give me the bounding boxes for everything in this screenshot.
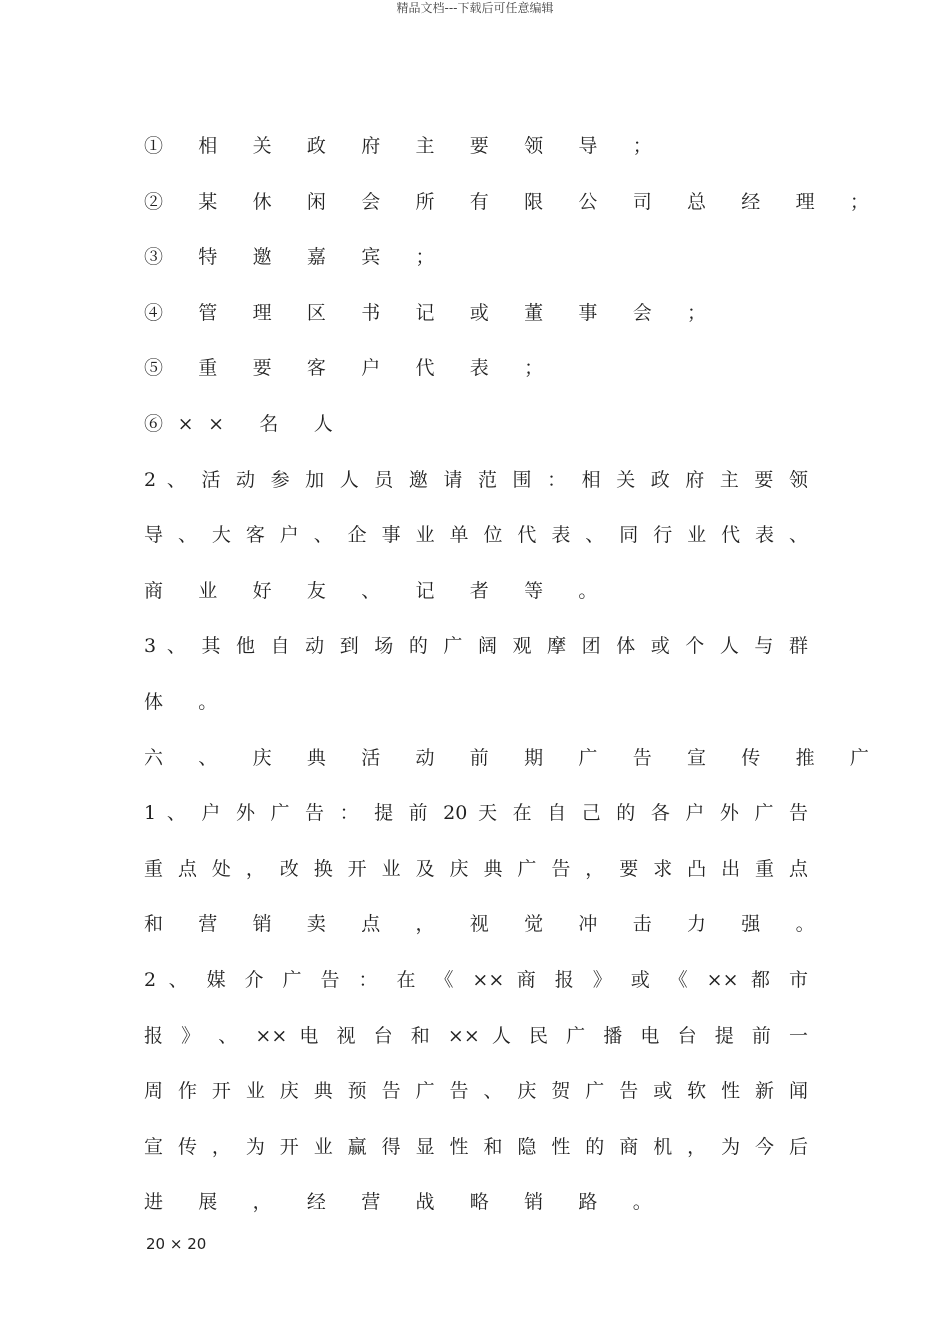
list-item-2: ② 某 休 闲 会 所 有 限 公 司 总 经 理 ； [144,190,884,213]
paragraph-line: 商 业 好 友 、 记 者 等 。 [144,579,613,602]
paragraph-line: 3 、 其 他 自 动 到 场 的 广 阔 观 摩 团 体 或 个 人 与 群 [144,635,808,658]
list-item-1: ① 相 关 政 府 主 要 领 导 ； [144,135,667,157]
paragraph-line: 报 》 、 ×× 电 视 台 和 ×× 人 民 广 播 电 台 提 前 一 [144,1024,808,1047]
paragraph-line: 体 。 [144,690,232,713]
paragraph-line: 2 、 活 动 参 加 人 员 邀 请 范 围 ： 相 关 政 府 主 要 领 [144,468,808,491]
list-item-3: ③ 特 邀 嘉 宾 ； [144,246,450,269]
list-item-5: ⑤ 重 要 客 户 代 表 ； [144,357,558,380]
page-header: 精品文档---下载后可任意编辑 [396,1,554,15]
paragraph-line: 1 、 户 外 广 告 ： 提 前 20 天 在 自 己 的 各 户 外 广 告 [144,802,808,825]
paragraph-line: 重 点 处 ， 改 换 开 业 及 庆 典 广 告 ， 要 求 凸 出 重 点 [144,857,808,880]
paragraph-line: 导 、 大 客 户 、 企 事 业 单 位 代 表 、 同 行 业 代 表 、 [144,524,808,547]
list-item-6: ⑥×× 名 人 [144,412,348,435]
paragraph-line: 宣 传 ， 为 开 业 赢 得 显 性 和 隐 性 的 商 机 ， 为 今 后 [144,1135,808,1158]
paragraph-line: 周 作 开 业 庆 典 预 告 广 告 、 庆 贺 广 告 或 软 性 新 闻 [144,1080,808,1103]
paragraph-line: 和 营 销 卖 点 ， 视 觉 冲 击 力 强 。 [144,913,830,936]
paragraph-line: 2 、 媒 介 广 告 ： 在 《 ×× 商 报 》 或 《 ×× 都 市 [144,968,808,991]
list-item-4: ④ 管 理 区 书 记 或 董 事 会 ； [144,301,721,324]
section-heading: 六 、 庆 典 活 动 前 期 广 告 宣 传 推 广 [144,746,884,769]
document-body [144,126,884,1238]
footer-note: 20 × 20 [146,1235,207,1253]
paragraph-line: 进 展 ， 经 营 战 略 销 路 。 [144,1191,667,1214]
